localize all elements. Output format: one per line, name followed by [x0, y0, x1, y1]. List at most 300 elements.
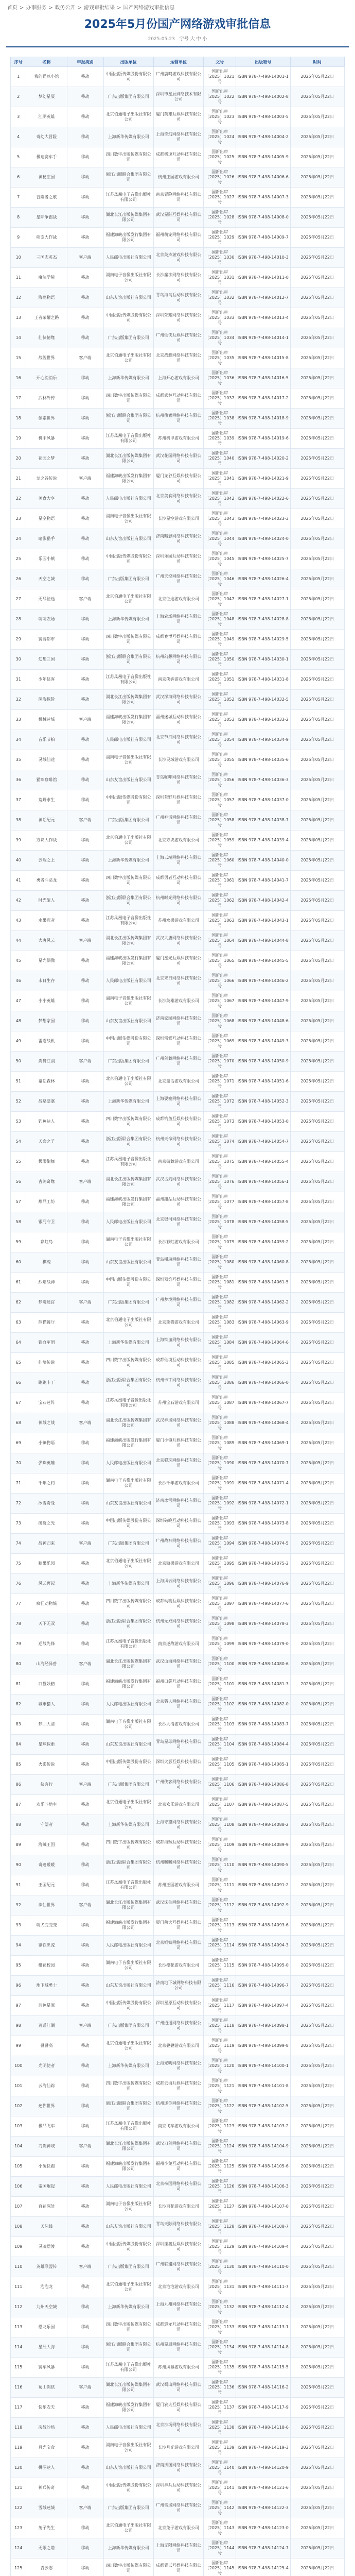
table-cell: 2025年05月22日: [290, 1694, 345, 1715]
table-cell: 中国出版传媒股份有限公司: [103, 308, 153, 328]
table-cell: 国新出审〔2025〕1124号: [204, 2137, 236, 2157]
table-cell: 魔法学院: [26, 268, 67, 288]
table-row: [11, 469, 345, 489]
table-cell: 苏州风暴游戏有限公司: [153, 2358, 203, 2378]
table-cell: 开心消消乐: [26, 368, 67, 388]
table-cell: 2025年05月22日: [290, 1996, 345, 2016]
table-row: [11, 1795, 345, 1815]
table-cell: 千年之约: [26, 1473, 67, 1494]
table-cell: 国新出审〔2025〕1093号: [204, 1514, 236, 1534]
table-cell: 移动: [67, 1092, 103, 1112]
table-cell: 杭州无双网络科技有限公司: [153, 1614, 203, 1634]
table-cell: ISBN 978-7-498-14078-3: [236, 1614, 290, 1634]
table-row: [11, 429, 345, 449]
table-cell: 童话森林: [26, 1072, 67, 1092]
table-cell: 移动: [67, 489, 103, 509]
table-cell: 彩虹岛: [26, 1232, 67, 1252]
table-cell: ISBN 978-7-498-14087-5: [236, 1795, 290, 1815]
table-cell: 广东出版集团有限公司: [103, 1775, 153, 1795]
table-row: [11, 2016, 345, 2036]
table-cell: 国新出审〔2025〕1143号: [204, 2518, 236, 2538]
table-cell: 武汉大唐网络科技有限公司: [153, 931, 203, 951]
table-row: [11, 2337, 345, 2358]
table-cell: 2025年05月22日: [290, 2056, 345, 2076]
table-cell: ISBN 978-7-498-14052-3: [236, 1092, 290, 1112]
table-cell: 国新出审〔2025〕1065号: [204, 951, 236, 971]
table-cell: 江苏凤凰电子音像出版社有限公司: [103, 670, 153, 690]
table-row: [11, 1996, 345, 2016]
column-header: 序号: [11, 57, 26, 67]
table-cell: 移动: [67, 2036, 103, 2056]
table-cell: 梦想家园: [26, 1011, 67, 1031]
table-cell: 41: [11, 871, 26, 891]
table-cell: 移动: [67, 2197, 103, 2217]
table-header-row: [11, 57, 345, 67]
table-cell: 广东出版集团有限公司: [103, 328, 153, 348]
table-cell: 2025年05月22日: [290, 609, 345, 630]
table-cell: 神秘庄园: [26, 167, 67, 188]
table-row: [11, 2518, 345, 2538]
table-cell: 江苏凤凰电子音像出版社有限公司: [103, 188, 153, 208]
table-cell: 2025年05月22日: [290, 1755, 345, 1775]
table-cell: 2025年05月22日: [290, 107, 345, 127]
table-cell: 106: [11, 2177, 26, 2197]
table-cell: 江苏凤凰电子音像出版社有限公司: [103, 1393, 153, 1413]
table-cell: ISBN 978-7-498-14016-5: [236, 368, 290, 388]
table-row: [11, 2277, 345, 2297]
table-cell: 广州侠客网络科技有限公司: [153, 1775, 203, 1795]
table-cell: 江苏凤凰电子音像出版社有限公司: [103, 2358, 153, 2378]
table-cell: 北京伯通电子出版社有限公司: [103, 1554, 153, 1574]
table-cell: 钢铁洪流: [26, 1936, 67, 1956]
table-cell: 2025年05月22日: [290, 1413, 345, 1433]
table-cell: 国新出审〔2025〕1025号: [204, 147, 236, 167]
table-cell: ISBN 978-7-498-14064-6: [236, 1333, 290, 1353]
table-cell: 移动: [67, 1393, 103, 1413]
breadcrumb-link[interactable]: 游戏审批结果: [84, 5, 115, 11]
table-cell: 小兔快跑: [26, 2157, 67, 2177]
table-cell: ISBN 978-7-498-14073-8: [236, 1514, 290, 1534]
table-cell: 天际线: [26, 2217, 67, 2237]
table-cell: 移动: [67, 690, 103, 710]
table-cell: ISBN 978-7-498-14089-9: [236, 1835, 290, 1855]
table-cell: 移动: [67, 1755, 103, 1775]
table-cell: 2025年05月22日: [290, 2358, 345, 2378]
table-cell: 移动: [67, 1835, 103, 1855]
table-cell: 2025年05月22日: [290, 710, 345, 730]
table-cell: 34: [11, 730, 26, 750]
table-cell: 冰雪奇缘: [26, 1494, 67, 1514]
table-cell: 74: [11, 1534, 26, 1554]
table-cell: ISBN 978-7-498-14012-7: [236, 288, 290, 308]
table-cell: 2025年05月22日: [290, 2277, 345, 2297]
table-cell: 长沙彩虹游戏有限公司: [153, 1232, 203, 1252]
table-cell: 72: [11, 1494, 26, 1514]
table-cell: 雪域迷城: [26, 2498, 67, 2518]
table-cell: 97: [11, 1996, 26, 2016]
article-meta: [0, 35, 355, 43]
table-cell: 深圳乐园互动科技有限公司: [153, 549, 203, 569]
table-cell: 国新出审〔2025〕1035号: [204, 348, 236, 368]
table-cell: 国新出审〔2025〕1099号: [204, 1634, 236, 1654]
table-cell: 国新出审〔2025〕1125号: [204, 2157, 236, 2177]
table-cell: 国新出审〔2025〕1112号: [204, 1895, 236, 1916]
table-row: [11, 1815, 345, 1835]
table-cell: 移动: [67, 1795, 103, 1815]
table-cell: ISBN 978-7-498-14001-1: [236, 67, 290, 87]
table-cell: 星光偶像: [26, 951, 67, 971]
table-cell: ISBN 978-7-498-14095-0: [236, 1956, 290, 1976]
table-cell: 南京冒险网络科技有限公司: [153, 188, 203, 208]
table-cell: 赛博都市: [26, 630, 67, 650]
table-cell: ISBN 978-7-498-14107-0: [236, 2197, 290, 2217]
breadcrumb-link[interactable]: 首页: [7, 5, 17, 11]
table-cell: 移动: [67, 1273, 103, 1293]
table-cell: 45: [11, 951, 26, 971]
column-header: 文号: [204, 57, 236, 67]
table-cell: 广东出版集团有限公司: [103, 569, 153, 589]
table-cell: 山东友谊出版社有限公司: [103, 1494, 153, 1514]
table-row: [11, 509, 345, 529]
table-cell: 2025年05月22日: [290, 1433, 345, 1453]
table-cell: 国新出审〔2025〕1101号: [204, 1674, 236, 1694]
table-cell: 2025年05月22日: [290, 569, 345, 589]
table-cell: 国新出审〔2025〕1085号: [204, 1353, 236, 1373]
table-cell: 长沙星空游戏有限公司: [153, 509, 203, 529]
table-cell: 客户端: [67, 1293, 103, 1313]
table-cell: 大唐风云: [26, 931, 67, 951]
table-cell: 广州神话网络科技有限公司: [153, 810, 203, 831]
table-cell: 国新出审〔2025〕1127号: [204, 2197, 236, 2217]
table-cell: ISBN 978-7-498-14106-3: [236, 2177, 290, 2197]
table-cell: 95: [11, 1956, 26, 1976]
table-cell: 国新出审〔2025〕1066号: [204, 971, 236, 991]
table-cell: 68: [11, 1413, 26, 1433]
table-cell: 山东友谊出版社有限公司: [103, 1011, 153, 1031]
table-cell: 北京钢铁网络科技有限公司: [153, 1936, 203, 1956]
table-cell: 江苏凤凰电子音像出版社有限公司: [103, 911, 153, 931]
table-row: [11, 810, 345, 831]
table-cell: 国新出审〔2025〕1026号: [204, 167, 236, 188]
table-row: [11, 1494, 345, 1514]
table-row: [11, 1212, 345, 1232]
table-cell: 移动: [67, 1634, 103, 1654]
table-cell: 2025年05月22日: [290, 2096, 345, 2116]
table-cell: 客户端: [67, 810, 103, 831]
table-cell: 上海新华传媒有限公司: [103, 851, 153, 871]
table-cell: 小小英雄: [26, 991, 67, 1011]
table-cell: 战神归来: [26, 1534, 67, 1554]
table-cell: ISBN 978-7-498-14101-8: [236, 2076, 290, 2096]
table-cell: 国新出审〔2025〕1123号: [204, 2116, 236, 2137]
table-cell: 2025年05月22日: [290, 2337, 345, 2358]
table-cell: 移动: [67, 388, 103, 409]
table-cell: 灵域仙途: [26, 750, 67, 770]
table-cell: 国新出审〔2025〕1139号: [204, 2438, 236, 2458]
table-row: [11, 1694, 345, 1715]
table-cell: 2025年05月22日: [290, 951, 345, 971]
table-cell: 113: [11, 2317, 26, 2337]
table-row: [11, 1072, 345, 1092]
table-cell: 国新出审〔2025〕1135号: [204, 2358, 236, 2378]
table-row: [11, 1775, 345, 1795]
table-cell: ISBN 978-7-498-14038-7: [236, 810, 290, 831]
table-cell: 38: [11, 810, 26, 831]
table-cell: 移动: [67, 2478, 103, 2498]
table-cell: 移动: [67, 147, 103, 167]
table-cell: 湖北长江出版传媒集团有限公司: [103, 690, 153, 710]
table-cell: 广东出版集团有限公司: [103, 2016, 153, 2036]
table-cell: 2025年05月22日: [290, 690, 345, 710]
table-cell: 移动: [67, 228, 103, 248]
breadcrumb-separator: >: [48, 5, 53, 11]
table-cell: 浙江出版联合集团有限公司: [103, 2337, 153, 2358]
table-row: [11, 1735, 345, 1755]
table-row: [11, 1875, 345, 1895]
table-cell: 国新出审〔2025〕1109号: [204, 1835, 236, 1855]
table-row: [11, 2478, 345, 2498]
column-header: 出版单位: [103, 57, 153, 67]
table-cell: 国新出审〔2025〕1023号: [204, 107, 236, 127]
table-cell: 2025年05月22日: [290, 991, 345, 1011]
table-cell: 古剑奇缘: [26, 1172, 67, 1192]
table-cell: 国新出审〔2025〕1098号: [204, 1614, 236, 1634]
table-cell: 湖南电子音像出版社有限公司: [103, 991, 153, 1011]
table-cell: 客户端: [67, 2498, 103, 2518]
table-cell: 国新出审〔2025〕1137号: [204, 2398, 236, 2418]
table-cell: 国新出审〔2025〕1045号: [204, 549, 236, 569]
table-cell: 2025年05月22日: [290, 1353, 345, 1373]
table-cell: 移动: [67, 750, 103, 770]
table-cell: 地下城勇士: [26, 1976, 67, 1996]
table-row: [11, 1092, 345, 1112]
table-cell: 客户端: [67, 1534, 103, 1554]
table-cell: 国新出审〔2025〕1130号: [204, 2257, 236, 2277]
breadcrumb-link[interactable]: 办事服务: [26, 5, 47, 11]
table-cell: 方块大作战: [26, 831, 67, 851]
table-cell: 77: [11, 1594, 26, 1614]
table-cell: 极限街舞: [26, 1152, 67, 1172]
table-cell: 厦门农夫互娱科技有限公司: [153, 2398, 203, 2418]
table-cell: 2025年05月22日: [290, 1393, 345, 1413]
table-cell: 移动: [67, 1916, 103, 1936]
table-cell: 2025年05月22日: [290, 147, 345, 167]
table-cell: ISBN 978-7-498-14055-4: [236, 1152, 290, 1172]
table-cell: 北京方块游戏有限公司: [153, 831, 203, 851]
table-cell: 人民邮电出版社有限公司: [103, 248, 153, 268]
table-cell: 国新出审〔2025〕1110号: [204, 1855, 236, 1875]
table-cell: 长沙灵域游戏有限公司: [153, 750, 203, 770]
table-cell: ISBN 978-7-498-14023-3: [236, 509, 290, 529]
table-cell: 恐龙乐园: [26, 2317, 67, 2337]
table-cell: 深圳星原互动科技有限公司: [153, 1996, 203, 2016]
table-cell: 福建海峡出版发行集团有限公司: [103, 1674, 153, 1694]
table-cell: 萌萌农场: [26, 609, 67, 630]
table-cell: 北京伯通电子出版社有限公司: [103, 2277, 153, 2297]
table-row: [11, 2498, 345, 2518]
table-cell: 2025年05月22日: [290, 589, 345, 609]
table-cell: ISBN 978-7-498-14072-1: [236, 1494, 290, 1514]
table-row: [11, 1916, 345, 1936]
column-header: 申报类别: [67, 57, 103, 67]
table-row: [11, 388, 345, 409]
table-cell: 2025年05月22日: [290, 2016, 345, 2036]
table-cell: 福州甜品互动科技有限公司: [153, 1192, 203, 1212]
table-cell: 苏州机甲游戏有限公司: [153, 429, 203, 449]
table-cell: 浙江出版联合集团有限公司: [103, 409, 153, 429]
table-cell: ISBN 978-7-498-14044-8: [236, 931, 290, 951]
table-cell: 81: [11, 1674, 26, 1694]
table-cell: 破晓之光: [26, 1514, 67, 1534]
table-cell: 移动: [67, 1614, 103, 1634]
table-cell: 移动: [67, 1373, 103, 1393]
table-row: [11, 1373, 345, 1393]
table-cell: 逆战先锋: [26, 1634, 67, 1654]
table-cell: 北京美食网络科技有限公司: [153, 489, 203, 509]
table-cell: 移动: [67, 1694, 103, 1715]
table-cell: 2: [11, 87, 26, 107]
table-cell: 2025年05月22日: [290, 1795, 345, 1815]
table-cell: ISBN 978-7-498-14069-1: [236, 1433, 290, 1453]
table-cell: 深圳荒野互娱科技有限公司: [153, 790, 203, 810]
table-cell: 福建海峡出版发行集团有限公司: [103, 1433, 153, 1453]
table-cell: 客户端: [67, 1775, 103, 1795]
table-cell: 国新出审〔2025〕1100号: [204, 1654, 236, 1674]
table-cell: ISBN 978-7-498-14108-7: [236, 2217, 290, 2237]
table-cell: 上海新华传媒有限公司: [103, 1333, 153, 1353]
table-cell: 56: [11, 1172, 26, 1192]
table-cell: 5: [11, 147, 26, 167]
table-cell: 银河守卫: [26, 1212, 67, 1232]
table-cell: ISBN 978-7-498-14046-2: [236, 971, 290, 991]
table-cell: 天命之子: [26, 1132, 67, 1152]
table-cell: 2025年05月22日: [290, 388, 345, 409]
table-cell: 移动: [67, 2458, 103, 2478]
table-cell: 2025年05月22日: [290, 2137, 345, 2157]
table-cell: 客户端: [67, 348, 103, 368]
table-cell: 20: [11, 449, 26, 469]
table-cell: 2025年05月22日: [290, 871, 345, 891]
table-row: [11, 368, 345, 388]
table-cell: 116: [11, 2378, 26, 2398]
table-cell: 2025年05月22日: [290, 770, 345, 790]
table-cell: 江苏凤凰电子音像出版社有限公司: [103, 1152, 153, 1172]
table-cell: 甜品工坊: [26, 1192, 67, 1212]
table-cell: 2025年05月22日: [290, 730, 345, 750]
table-cell: 勇者斗恶龙: [26, 871, 67, 891]
table-cell: 国新出审〔2025〕1129号: [204, 2237, 236, 2257]
table-cell: 国新出审〔2025〕1054号: [204, 730, 236, 750]
table-cell: 94: [11, 1936, 26, 1956]
table-cell: 2025年05月22日: [290, 2237, 345, 2257]
table-cell: ISBN 978-7-498-14010-3: [236, 248, 290, 268]
table-cell: 国新出审〔2025〕1108号: [204, 1815, 236, 1835]
table-cell: 福州小兔互动科技有限公司: [153, 2157, 203, 2177]
table-row: [11, 1554, 345, 1574]
table-row: [11, 2036, 345, 2056]
table-row: [11, 911, 345, 931]
table-cell: ISBN 978-7-498-14002-8: [236, 87, 290, 107]
table-cell: 61: [11, 1273, 26, 1293]
table-row: [11, 1132, 345, 1152]
table-cell: 移动: [67, 1735, 103, 1755]
table-cell: 国新出审〔2025〕1078号: [204, 1212, 236, 1232]
table-cell: 湖南电子音像出版社有限公司: [103, 1715, 153, 1735]
table-cell: 2025年05月22日: [290, 1011, 345, 1031]
table-cell: ISBN 978-7-498-14030-1: [236, 650, 290, 670]
table-body: [11, 67, 345, 2576]
table-cell: 2025年05月22日: [290, 1534, 345, 1554]
table-cell: 四川数字出版传媒有限公司: [103, 1835, 153, 1855]
font-size-toggle[interactable]: 字号 大 中 小: [179, 37, 207, 42]
table-cell: 移动: [67, 368, 103, 388]
table-cell: 移动: [67, 991, 103, 1011]
table-cell: ISBN 978-7-498-14058-5: [236, 1212, 290, 1232]
table-cell: 长沙樱花游戏有限公司: [153, 1956, 203, 1976]
table-cell: ISBN 978-7-498-14114-8: [236, 2337, 290, 2358]
table-cell: 杭州庄园游戏有限公司: [153, 167, 203, 188]
table-cell: 仙侠情缘: [26, 328, 67, 348]
table-cell: 成都动物互娱科技有限公司: [153, 1594, 203, 1614]
table-cell: 北京伯通电子出版社有限公司: [103, 348, 153, 368]
table-cell: 北京欢乐游戏有限公司: [153, 1795, 203, 1815]
table-cell: ISBN 978-7-498-14041-7: [236, 871, 290, 891]
table-cell: 成都海贼互动科技有限公司: [153, 1835, 203, 1855]
table-cell: 天空之城: [26, 569, 67, 589]
table-cell: 上海守望网络科技有限公司: [153, 1815, 203, 1835]
table-cell: 国新出审〔2025〕1145号: [204, 2558, 236, 2576]
table-cell: 福建海峡出版发行集团有限公司: [103, 228, 153, 248]
table-cell: 2025年05月22日: [290, 328, 345, 348]
table-cell: 上海无限网络科技有限公司: [153, 2538, 203, 2558]
table-cell: 武汉深海网络科技有限公司: [153, 690, 203, 710]
table-cell: 上海风云网络科技有限公司: [153, 1574, 203, 1594]
table-cell: 2025年05月22日: [290, 2317, 345, 2337]
table-cell: 移动: [67, 2438, 103, 2458]
table-cell: 国新出审〔2025〕1041号: [204, 469, 236, 489]
breadcrumb-link[interactable]: 政务公开: [55, 5, 76, 11]
table-cell: 长沙千年游戏有限公司: [153, 1473, 203, 1494]
table-cell: 99: [11, 2036, 26, 2056]
table-cell: ISBN 978-7-498-14083-7: [236, 1715, 290, 1735]
table-cell: 湖北长江出版传媒集团有限公司: [103, 449, 153, 469]
table-cell: 小镇物语: [26, 1433, 67, 1453]
table-cell: 59: [11, 1232, 26, 1252]
table-cell: 2025年05月22日: [290, 2438, 345, 2458]
table-cell: 蜀山剑侠: [26, 2378, 67, 2398]
table-cell: 奇幻大冒险: [26, 127, 67, 147]
table-cell: 长沙月光游戏有限公司: [153, 2438, 203, 2458]
table-cell: 杭州星辰网络科技有限公司: [153, 2337, 203, 2358]
table-row: [11, 790, 345, 810]
table-cell: 国新出审〔2025〕1028号: [204, 208, 236, 228]
table-cell: 国新出审〔2025〕1021号: [204, 67, 236, 87]
table-cell: 百花深处: [26, 2197, 67, 2217]
table-cell: 国新出审〔2025〕1048号: [204, 609, 236, 630]
table-row: [11, 2558, 345, 2576]
table-cell: 上海云端网络科技有限公司: [153, 851, 203, 871]
table-cell: 2025年05月22日: [290, 529, 345, 549]
table-cell: 山东友谊出版社有限公司: [103, 1976, 153, 1996]
breadcrumb-separator: >: [20, 5, 24, 11]
table-cell: 移动: [67, 2358, 103, 2378]
table-cell: 光明使者: [26, 2056, 67, 2076]
table-cell: 17: [11, 388, 26, 409]
table-cell: 国新出审〔2025〕1069号: [204, 1031, 236, 1052]
table-cell: 2025年05月22日: [290, 2076, 345, 2096]
table-cell: 国新出审〔2025〕1038号: [204, 409, 236, 429]
table-cell: 湖南电子音像出版社有限公司: [103, 2438, 153, 2458]
